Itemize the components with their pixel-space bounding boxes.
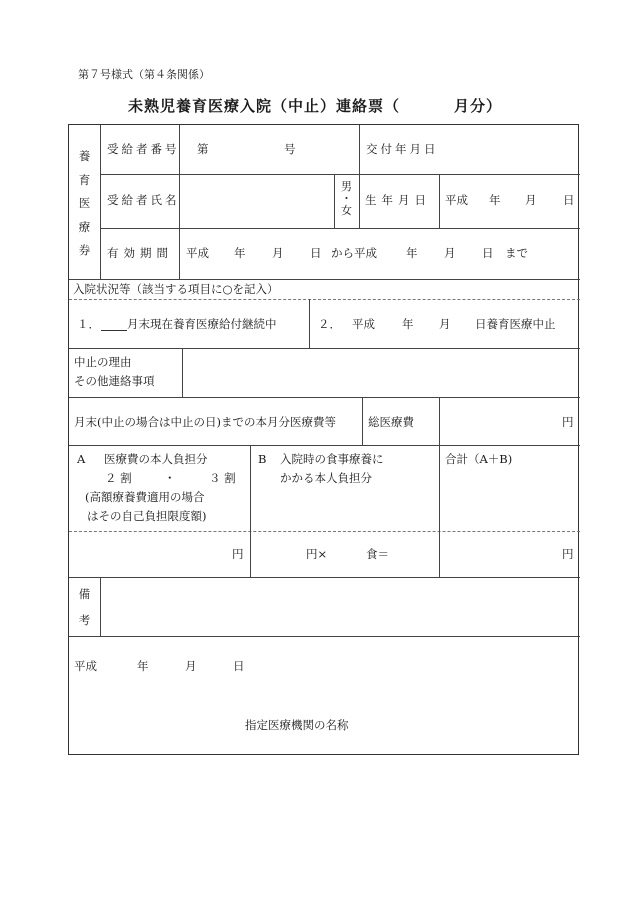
issue-date-label: 交付年月日 — [366, 142, 439, 156]
rule — [439, 445, 440, 577]
option2-month: 月 — [439, 317, 451, 331]
number-prefix: 第 — [197, 142, 209, 156]
rule — [439, 174, 440, 228]
expenses-header: 月末(中止の場合は中止の日)までの本月分医療費等 — [74, 415, 336, 429]
rule — [100, 228, 580, 229]
rule — [69, 299, 580, 300]
a-yen: 円 — [232, 547, 244, 561]
validity-from-year: 年 — [234, 246, 246, 260]
validity-label: 有効期間 — [107, 246, 173, 260]
admission-header: 入院状況等（該当する項目に○を記入） — [73, 282, 279, 296]
a-note-line1: (高額療養費適用の場合 — [85, 490, 205, 504]
validity-to-year: 年 — [406, 246, 418, 260]
b-letter: B — [258, 452, 267, 466]
rule — [69, 531, 580, 532]
validity-from-day: 日 — [310, 246, 322, 260]
validity-from-era: 平成 — [186, 246, 209, 260]
institution-label: 指定医療機関の名称 — [245, 718, 349, 732]
footer-era: 平成 — [74, 659, 97, 673]
birth-era: 平成 — [445, 193, 468, 207]
birth-year: 年 — [489, 193, 501, 207]
footer-year: 年 — [137, 659, 149, 673]
rule — [100, 577, 101, 636]
a-letter: A — [77, 452, 86, 466]
option2-number: ２． — [318, 317, 341, 331]
a-dot: ・ — [164, 471, 176, 485]
rule — [69, 397, 580, 398]
recipient-number-label: 受給者番号 — [107, 142, 180, 156]
certificate-side-label: 養 育 医 療 券 — [78, 149, 91, 257]
rule — [69, 279, 580, 280]
birth-month: 月 — [525, 193, 537, 207]
total-cost-yen: 円 — [562, 415, 574, 429]
validity-until-label: まで — [505, 246, 528, 260]
rule — [100, 174, 580, 175]
b-title-line1: 入院時の食事療養に — [280, 452, 384, 466]
option1-text: 月末現在養育医療給付継続中 — [127, 317, 277, 331]
rule — [100, 125, 101, 279]
option2-era: 平成 — [352, 317, 375, 331]
option2-text: 日養育医療中止 — [475, 317, 556, 331]
a-note-line2: はその自己負担限度額) — [87, 509, 207, 523]
recipient-name-label: 受給者氏名 — [107, 193, 180, 207]
reason-label-line1: 中止の理由 — [74, 355, 132, 369]
number-suffix: 号 — [284, 142, 296, 156]
rule — [439, 397, 440, 445]
form-title — [0, 95, 630, 116]
rule — [69, 445, 580, 446]
a-title: 医療費の本人負担分 — [104, 452, 208, 466]
b-meals: 食＝ — [366, 547, 389, 561]
b-title-line2: かかる本人負担分 — [280, 471, 372, 485]
total-cost-label: 総医療費 — [368, 415, 414, 429]
validity-from-month: 月 — [272, 246, 284, 260]
rule — [69, 348, 580, 349]
birth-date-label: 生年月日 — [365, 193, 431, 207]
sum-label: 合計（A＋B) — [445, 452, 513, 466]
validity-to-day: 日 — [482, 246, 494, 260]
a-rate3: ３ 割 — [209, 471, 236, 485]
option1-blank[interactable] — [101, 330, 127, 331]
validity-from-label: から平成 — [331, 246, 377, 260]
option1-number: １． — [77, 317, 100, 331]
option2-year: 年 — [402, 317, 414, 331]
rule — [250, 445, 251, 577]
rule — [182, 348, 183, 397]
remarks-label: 備 考 — [78, 587, 91, 627]
form-frame — [68, 124, 579, 755]
reason-label-line2: その他連絡事項 — [74, 374, 155, 388]
rule — [359, 125, 360, 228]
title-main: 未熟児養育医療入院（中止）連絡票（ — [127, 97, 400, 115]
rule — [362, 397, 363, 445]
validity-to-month: 月 — [444, 246, 456, 260]
rule — [69, 636, 580, 637]
a-rate2: ２ 割 — [105, 471, 132, 485]
footer-month: 月 — [185, 659, 197, 673]
sum-yen: 円 — [562, 547, 574, 561]
form-code: 第７号様式（第４条関係） — [78, 68, 210, 81]
footer-day: 日 — [233, 659, 245, 673]
sex-label: 男 ・ 女 — [341, 180, 352, 217]
birth-day: 日 — [563, 193, 575, 207]
b-yen-times: 円× — [306, 547, 328, 561]
rule — [69, 577, 580, 578]
title-month-suffix: 月分） — [454, 97, 503, 115]
rule — [309, 299, 310, 348]
